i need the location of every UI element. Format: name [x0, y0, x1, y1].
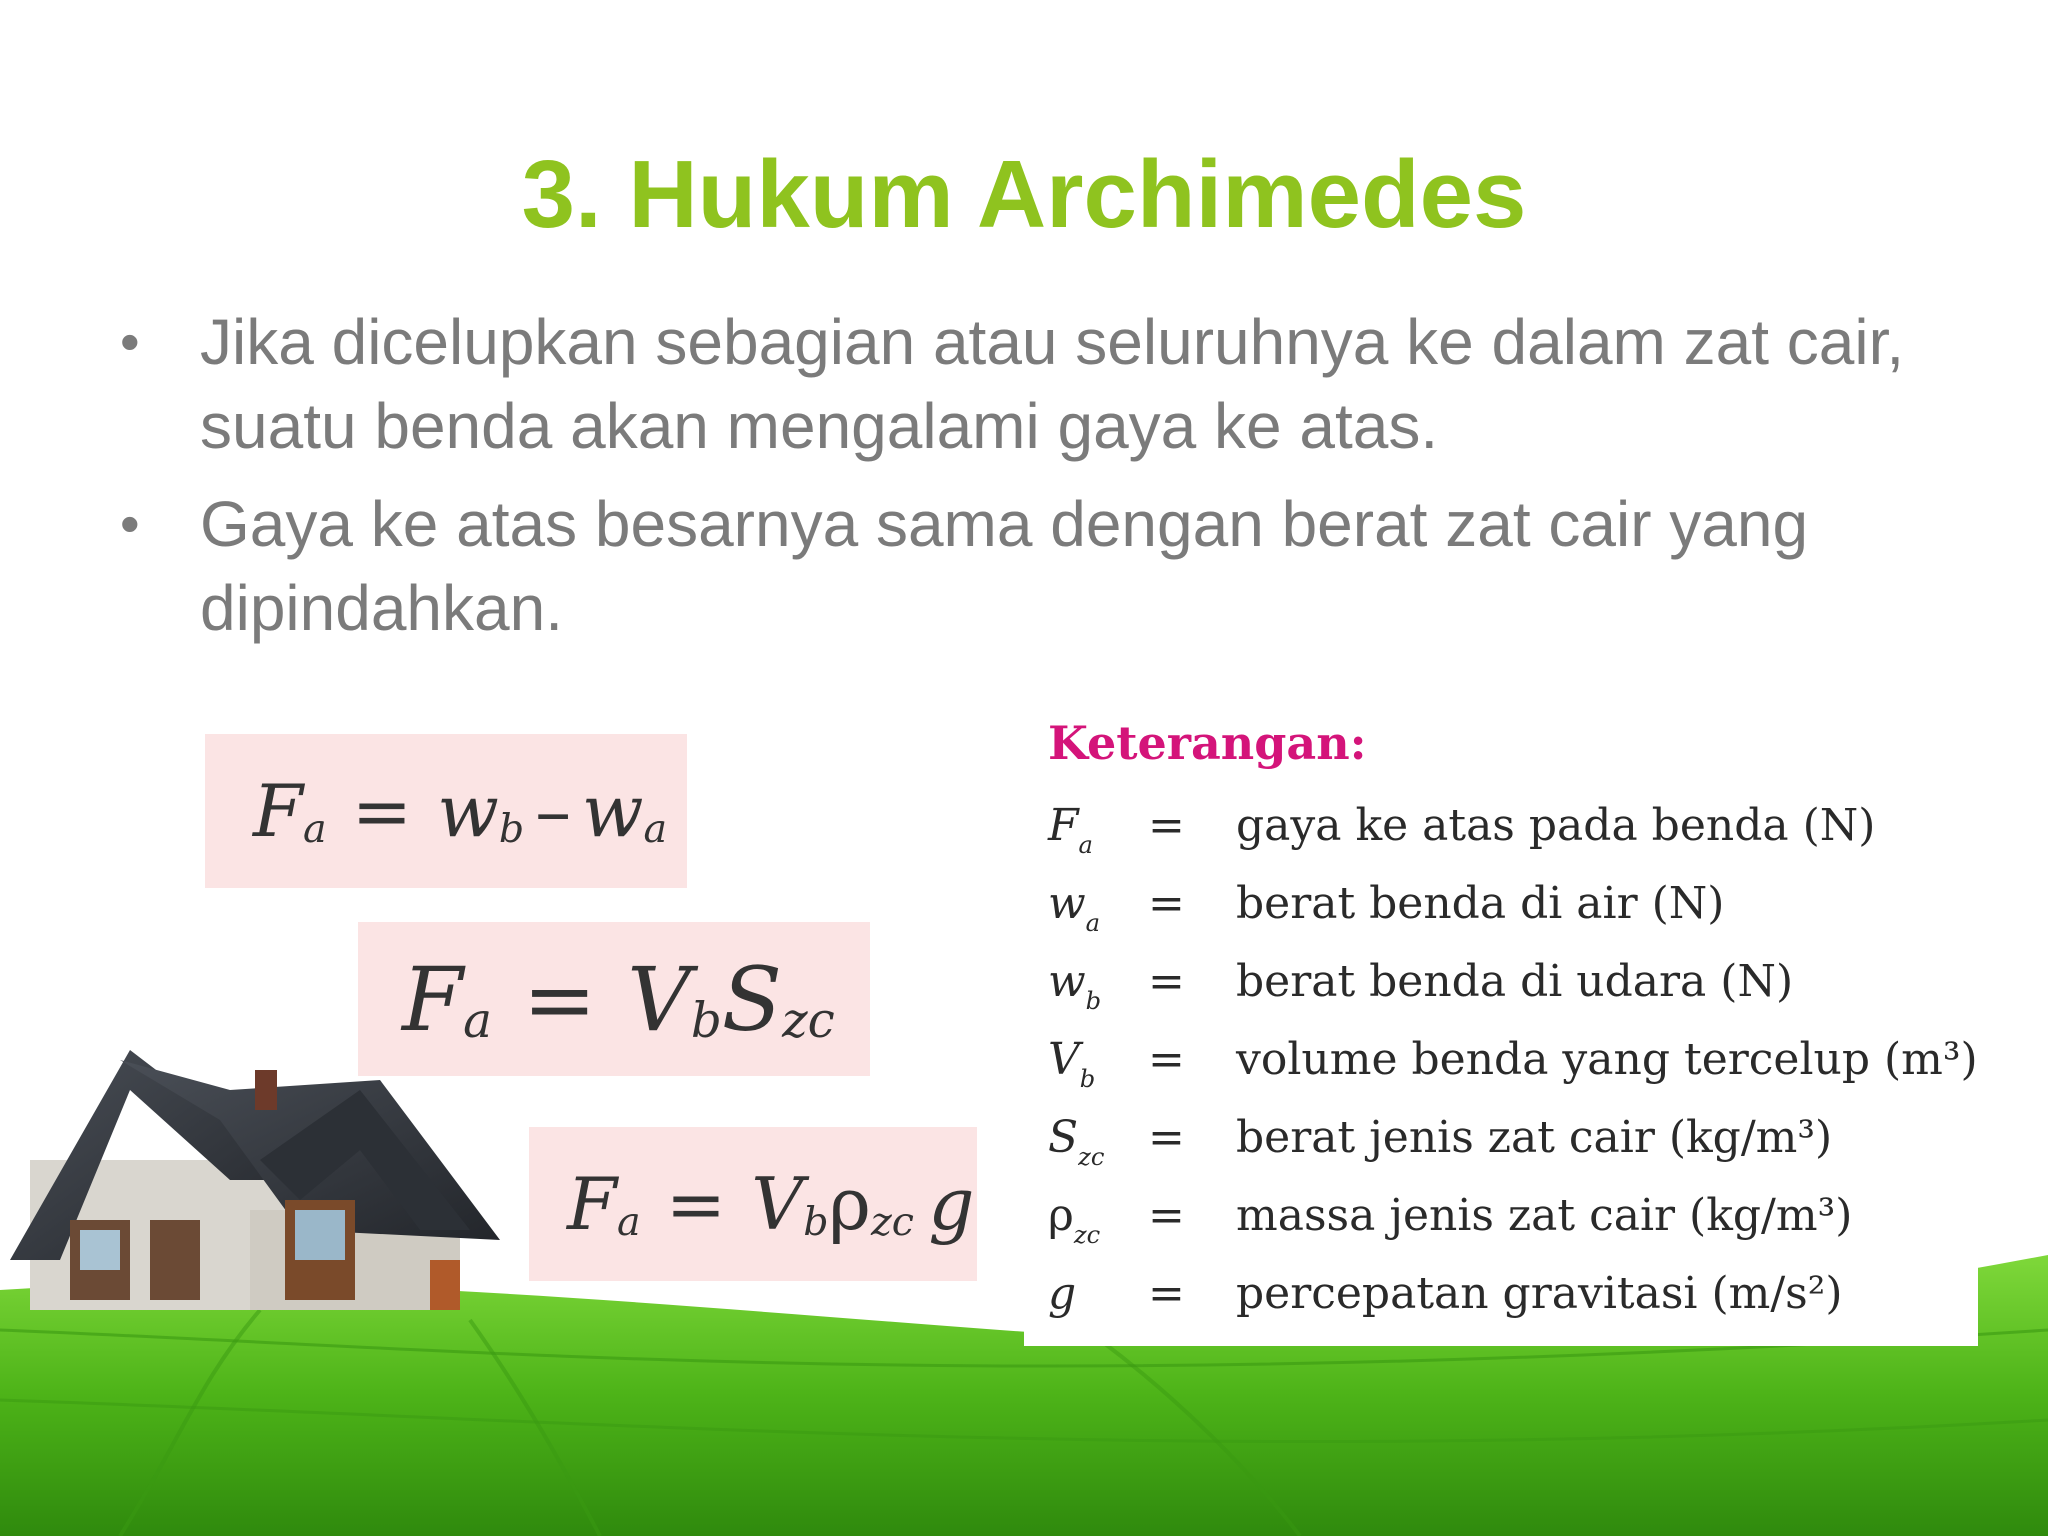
formula-symbol: w: [581, 769, 644, 853]
formula-symbol: ρ: [828, 1162, 871, 1246]
formula-symbol: F: [253, 769, 303, 853]
bullet-dot: •: [120, 310, 140, 373]
keterangan-equals: =: [1148, 1190, 1185, 1241]
keterangan-row: [1048, 878, 1978, 956]
formula-minus: –: [535, 769, 572, 853]
formula-subscript: zc: [782, 992, 835, 1049]
keterangan-description: percepatan gravitasi (m/s²): [1236, 1268, 1843, 1319]
keterangan-symbol-main: V: [1048, 1034, 1080, 1085]
formula-subscript: a: [302, 805, 327, 852]
formula-symbol: V: [627, 947, 691, 1051]
keterangan-row: [1048, 956, 1978, 1034]
keterangan-equals: =: [1148, 800, 1185, 851]
house-illustration: [10, 1050, 500, 1310]
keterangan-symbol: [1048, 1190, 1138, 1250]
keterangan-symbol: [1048, 1268, 1138, 1319]
formula-subscript: a: [463, 992, 492, 1049]
formula-equals: =: [665, 1162, 727, 1246]
keterangan-description: massa jenis zat cair (kg/m³): [1236, 1190, 1853, 1241]
formula-subscript: zc: [870, 1198, 914, 1245]
formula-equals: =: [351, 769, 413, 853]
keterangan-symbol: [1048, 1034, 1138, 1094]
keterangan-description: berat benda di air (N): [1236, 878, 1725, 929]
keterangan-row: [1048, 1268, 1978, 1346]
bullet-text: Gaya ke atas besarnya sama dengan berat zat cair yang dipindahkan.: [200, 488, 1809, 644]
keterangan-description: berat jenis zat cair (kg/m³): [1236, 1112, 1833, 1163]
keterangan-symbol-subscript: zc: [1073, 1221, 1101, 1250]
formula-buoyancy-density: [529, 1127, 977, 1281]
keterangan-description: berat benda di udara (N): [1236, 956, 1794, 1007]
formula-symbol: g: [928, 1162, 975, 1246]
keterangan-symbol-main: g: [1048, 1268, 1077, 1319]
bullet-item: [120, 300, 1980, 468]
formula-subscript: b: [690, 992, 722, 1049]
keterangan-symbol-main: F: [1048, 800, 1079, 851]
formula-equals: =: [522, 947, 597, 1051]
formula-subscript: b: [803, 1198, 829, 1245]
formula-symbol: V: [751, 1162, 804, 1246]
keterangan-row: [1048, 1112, 1978, 1190]
bullet-text: Jika dicelupkan sebagian atau seluruhnya ke dalam zat cair, suatu benda akan mengalami gaya ke atas.: [200, 306, 1905, 462]
formula-symbol: S: [721, 947, 783, 1051]
keterangan-panel: [1024, 700, 1978, 1346]
keterangan-symbol: [1048, 800, 1138, 860]
keterangan-symbol-subscript: zc: [1078, 1143, 1105, 1172]
formula-subscript: a: [616, 1198, 641, 1245]
formula-buoyancy-specific-weight: [358, 922, 870, 1076]
bullet-list: [120, 300, 1980, 664]
formula-subscript: b: [498, 805, 525, 852]
keterangan-symbol-subscript: a: [1078, 831, 1093, 860]
keterangan-equals: =: [1148, 1112, 1185, 1163]
keterangan-equals: =: [1148, 1034, 1185, 1085]
formula-buoyancy-weight-difference: [205, 734, 687, 888]
formula-symbol: w: [437, 769, 499, 853]
keterangan-symbol: [1048, 956, 1138, 1016]
formula-subscript: a: [643, 805, 668, 852]
keterangan-symbol-subscript: b: [1085, 987, 1102, 1016]
keterangan-symbol: [1048, 1112, 1138, 1172]
keterangan-symbol-main: S: [1048, 1112, 1079, 1163]
bullet-item: [120, 482, 1980, 650]
keterangan-equals: =: [1148, 956, 1185, 1007]
keterangan-symbol-subscript: a: [1085, 909, 1101, 938]
bullet-dot: •: [120, 492, 140, 555]
slide-title: 3. Hukum Archimedes: [521, 141, 1527, 248]
keterangan-row: [1048, 1190, 1978, 1268]
formula-symbol: F: [402, 947, 464, 1051]
keterangan-symbol: [1048, 878, 1138, 938]
keterangan-row: [1048, 800, 1978, 878]
keterangan-symbol-main: w: [1048, 878, 1086, 929]
keterangan-symbol-main: ρ: [1048, 1190, 1074, 1241]
keterangan-symbol-main: w: [1048, 956, 1086, 1007]
keterangan-description: volume benda yang tercelup (m³): [1236, 1034, 1978, 1085]
keterangan-symbol-subscript: b: [1079, 1065, 1096, 1094]
keterangan-row: [1048, 1034, 1978, 1112]
keterangan-equals: =: [1148, 878, 1185, 929]
keterangan-description: gaya ke atas pada benda (N): [1236, 800, 1876, 851]
keterangan-equals: =: [1148, 1268, 1185, 1319]
keterangan-title: Keterangan:: [1048, 716, 1367, 770]
formula-symbol: F: [567, 1162, 617, 1246]
